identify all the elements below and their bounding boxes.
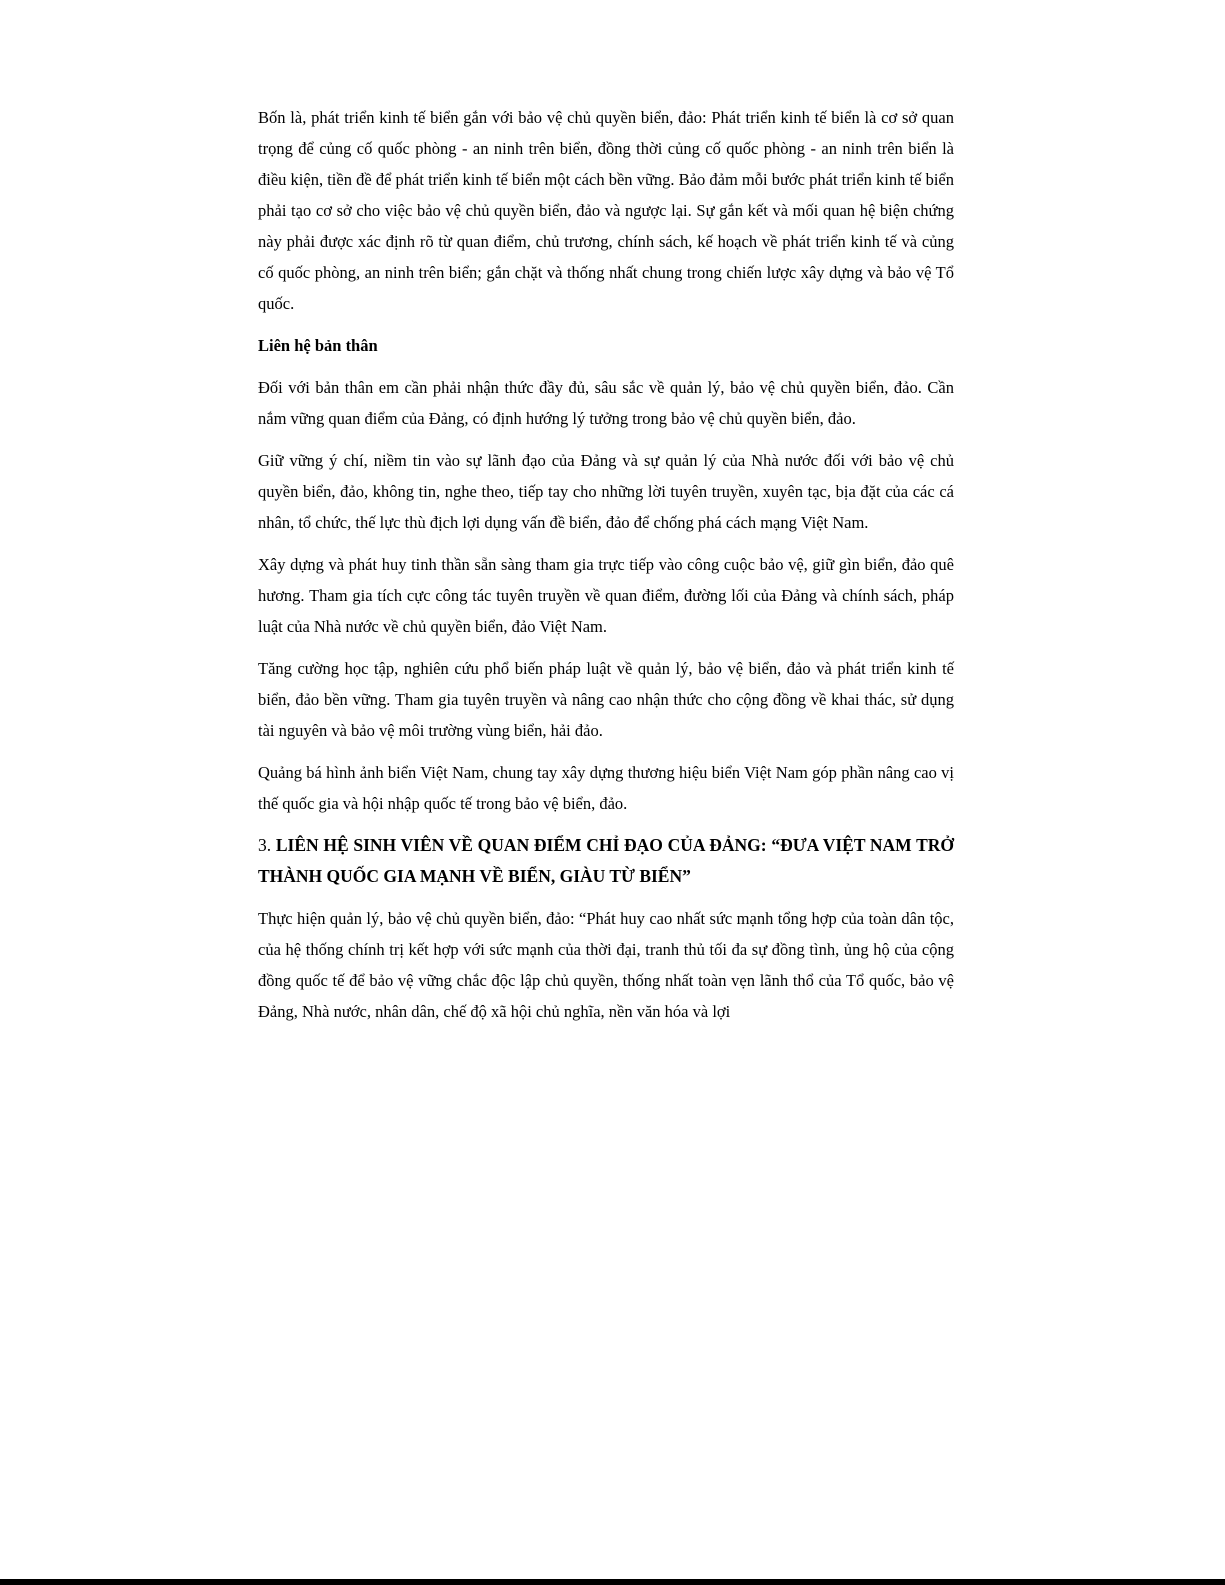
subheading-self-reflection: Liên hệ bản thân <box>258 336 378 355</box>
document-page <box>258 102 954 1038</box>
paragraph-self-3: Xây dựng và phát huy tinh thần sẵn sàng tham gia trực tiếp vào công cuộc bảo vệ, giữ gìn biển, đảo quê hương. Tham gia tích cực công tác tuyên truyền về quan điểm, đường lối của Đảng và chính sách, pháp luật của Nhà nước về chủ quyền biển, đảo Việt Nam. <box>258 555 954 636</box>
section-heading <box>258 830 954 892</box>
page-bottom-border <box>0 1579 1225 1585</box>
paragraph-self-5: Quảng bá hình ảnh biển Việt Nam, chung tay xây dựng thương hiệu biển Việt Nam góp phần nâng cao vị thế quốc gia và hội nhập quốc tế trong bảo vệ biển, đảo. <box>258 763 954 813</box>
paragraph-economy-sovereignty: Bốn là, phát triển kinh tế biển gắn với bảo vệ chủ quyền biển, đảo: Phát triển kinh tế biển là cơ sở quan trọng để củng cố quốc phòng - an ninh trên biển, đồng thời củng cố quốc phòng - an ninh trên biển là điều kiện, tiền đề để phát triển kinh tế biển một cách bền vững. Bảo đảm mỗi bước phát triển kinh tế biển phải tạo cơ sở cho việc bảo vệ chủ quyền biển, đảo và ngược lại. Sự gắn kết và mối quan hệ biện chứng này phải được xác định rõ từ quan điểm, chủ trương, chính sách, kế hoạch về phát triển kinh tế và củng cố quốc phòng, an ninh trên biển; gắn chặt và thống nhất chung trong chiến lược xây dựng và bảo vệ Tổ quốc. <box>258 108 954 313</box>
section-number: 3. <box>258 835 276 855</box>
paragraph-section-1: Thực hiện quản lý, bảo vệ chủ quyền biển, đảo: “Phát huy cao nhất sức mạnh tổng hợp của toàn dân tộc, của hệ thống chính trị kết hợp với sức mạnh của thời đại, tranh thủ tối đa sự đồng tình, ủng hộ của cộng đồng quốc tế để bảo vệ vững chắc độc lập chủ quyền, thống nhất toàn vẹn lãnh thổ của Tổ quốc, bảo vệ Đảng, Nhà nước, nhân dân, chế độ xã hội chủ nghĩa, nền văn hóa và lợi <box>258 909 954 1021</box>
paragraph-self-2: Giữ vững ý chí, niềm tin vào sự lãnh đạo của Đảng và sự quản lý của Nhà nước đối với bảo vệ chủ quyền biển, đảo, không tin, nghe theo, tiếp tay cho những lời tuyên truyền, xuyên tạc, bịa đặt của các cá nhân, tổ chức, thế lực thù địch lợi dụng vấn đề biển, đảo để chống phá cách mạng Việt Nam. <box>258 451 954 532</box>
paragraph-self-1: Đối với bản thân em cần phải nhận thức đầy đủ, sâu sắc về quản lý, bảo vệ chủ quyền biển, đảo. Cần nắm vững quan điểm của Đảng, có định hướng lý tưởng trong bảo vệ chủ quyền biển, đảo. <box>258 378 954 428</box>
section-title: LIÊN HỆ SINH VIÊN VỀ QUAN ĐIỂM CHỈ ĐẠO CỦA ĐẢNG: “ĐƯA VIỆT NAM TRỞ THÀNH QUỐC GIA MẠNH VỀ BIỂN, GIÀU TỪ BIỂN” <box>258 835 955 886</box>
paragraph-self-4: Tăng cường học tập, nghiên cứu phổ biến pháp luật về quản lý, bảo vệ biển, đảo và phát triển kinh tế biển, đảo bền vững. Tham gia tuyên truyền và nâng cao nhận thức cho cộng đồng về khai thác, sử dụng tài nguyên và bảo vệ môi trường vùng biển, hải đảo. <box>258 659 954 740</box>
